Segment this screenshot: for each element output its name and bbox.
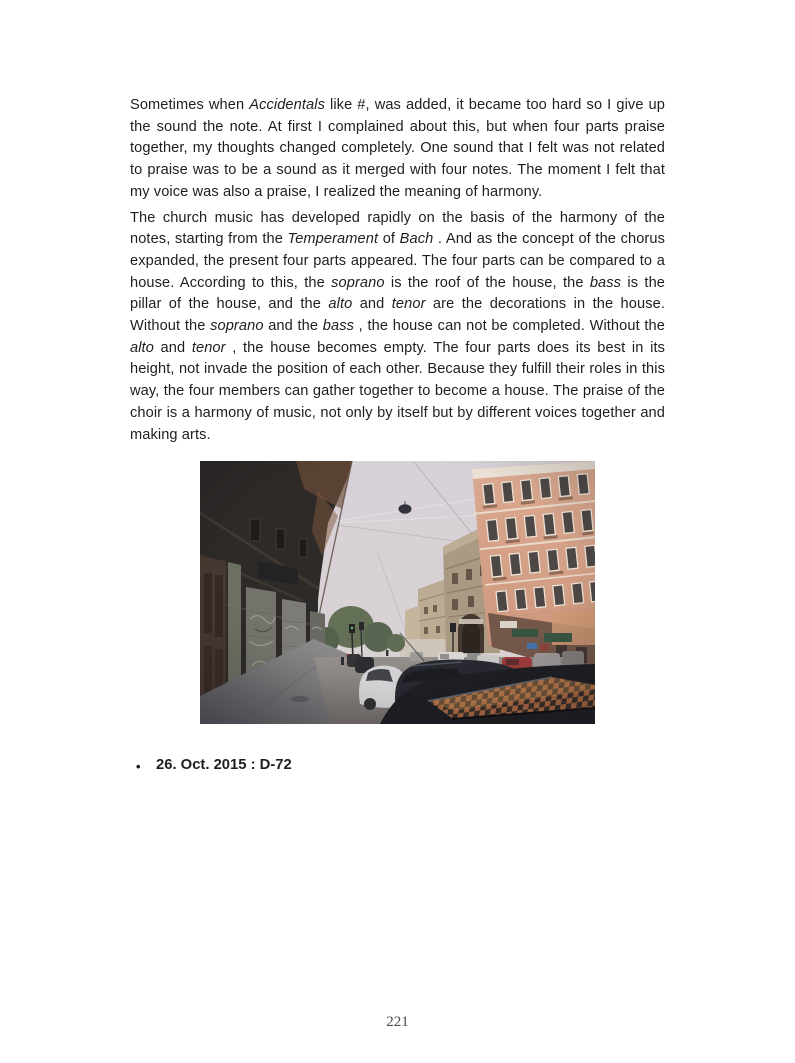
bullet-text: 26. Oct. 2015 : D-72 <box>156 757 292 774</box>
bullet-icon: • <box>136 759 141 775</box>
street-photo <box>200 461 595 724</box>
bullet-list <box>130 758 665 773</box>
page-number: 221 <box>386 1014 409 1030</box>
bullet-item <box>130 758 665 773</box>
text-content <box>130 95 665 773</box>
vignette <box>200 461 595 724</box>
street-photo-figure <box>200 461 595 724</box>
paragraph: Sometimes when Accidentals like #, was added, it became too hard so I give up the sound the note. At first I complained about this, but when four parts praise together, my thoughts changed completely. One sound that I felt was not related to praise was to be a sound as it merged with four notes. The moment I felt that my voice was also a praise, I realized the meaning of harmony. <box>130 97 665 200</box>
paragraph: The church music has developed rapidly on the basis of the harmony of the notes, starting from the Temperament of Bach . And as the concept of the chorus expanded, the present four parts appeared. The four parts can be compared to a house. According to this, the soprano is the roof of the house, the bass is the pillar of the house, and the alto and tenor are the decorations in the house. Without the soprano and the bass , the house can not be completed. Without the alto and tenor , the house becomes empty. The four parts does its best in its height, not invade the position of each other. Because they fulfill their roles in this way, the four members can gather together to become a house. The praise of the choir is a harmony of music, not only by itself but by different voices together and making arts. <box>130 209 666 443</box>
